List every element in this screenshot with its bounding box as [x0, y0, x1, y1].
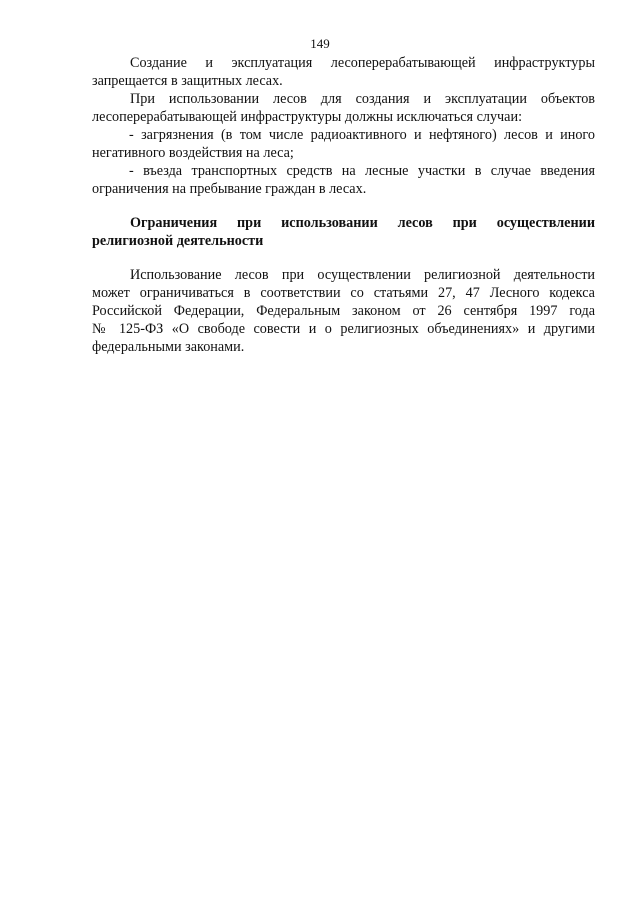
paragraph-prohibition — [92, 54, 595, 90]
section-heading-line: Ограничения при использовании лесов при осуществлении — [130, 215, 595, 231]
paragraph-line: запрещается в защитных лесах. — [92, 73, 283, 89]
paragraph-line: При использовании лесов для создания и эксплуатации объектов — [130, 91, 595, 107]
paragraph-religious-use — [92, 266, 595, 356]
paragraph-line: Использование лесов при осуществлении религиозной деятельности — [130, 267, 595, 283]
paragraph-exclusions — [92, 90, 595, 126]
list-item-line: ограничения на пребывание граждан в лесах. — [92, 181, 367, 197]
paragraph-line: Российской Федерации, Федеральным законом от 26 сентября 1997 года — [92, 303, 595, 319]
list-item-line: - загрязнения (в том числе радиоактивного и нефтяного) лесов и иного — [129, 127, 595, 143]
list-item-vehicle-entry — [92, 162, 595, 198]
paragraph-line: Создание и эксплуатация лесоперерабатывающей инфраструктуры — [130, 55, 595, 71]
list-item-line: - въезда транспортных средств на лесные участки в случае введения — [129, 163, 595, 179]
paragraph-line: может ограничиваться в соответствии со статьями 27, 47 Лесного кодекса — [92, 285, 595, 301]
section-heading-line: религиозной деятельности — [92, 233, 264, 249]
page-content — [92, 54, 595, 356]
paragraph-line: федеральными законами. — [92, 339, 245, 355]
paragraph-line: лесоперерабатывающей инфраструктуры должны исключаться случаи: — [92, 109, 523, 125]
list-item-pollution — [92, 126, 595, 162]
section-heading — [92, 214, 595, 250]
paragraph-line: № 125-ФЗ «О свободе совести и о религиозных объединениях» и другими — [92, 321, 595, 337]
page-number: 149 — [310, 36, 330, 51]
list-item-line: негативного воздействия на леса; — [92, 145, 294, 161]
